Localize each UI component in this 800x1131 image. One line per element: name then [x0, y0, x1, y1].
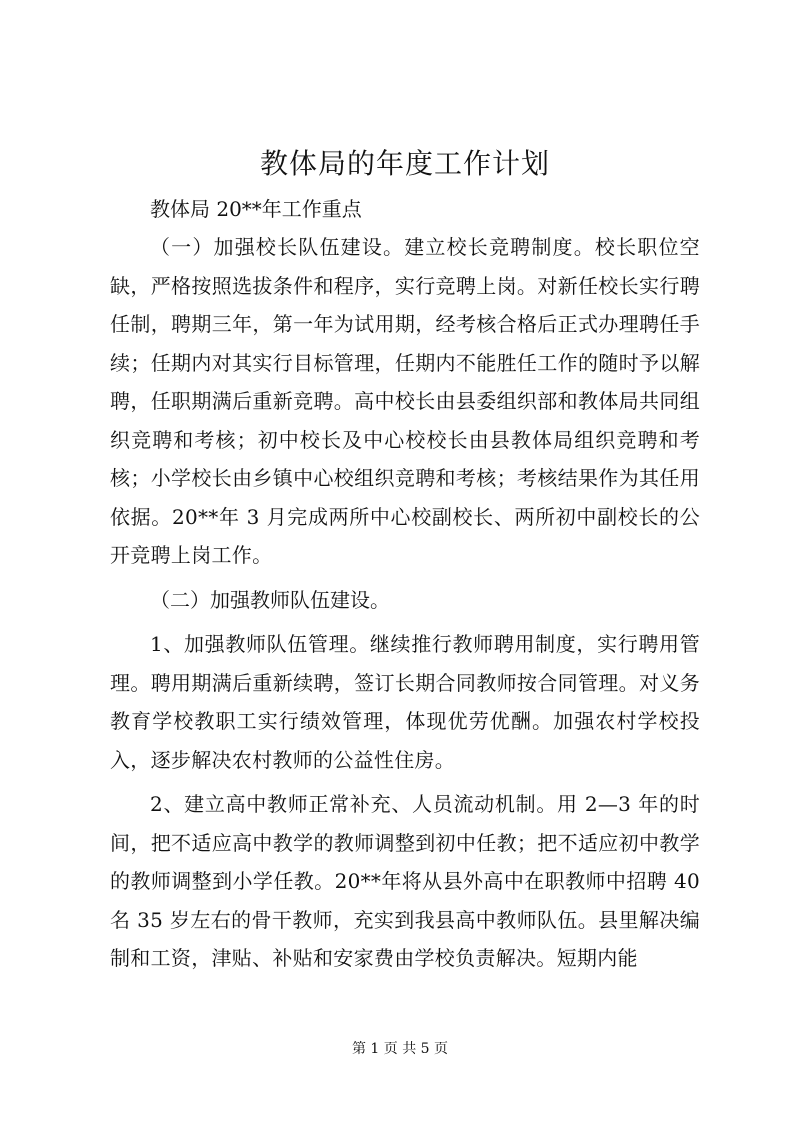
- document-title: 教体局的年度工作计划: [259, 147, 550, 180]
- paragraph-teacher-management: 1、加强教师队伍管理。继续推行教师聘用制度，实行聘用管理。聘用期满后重新续聘，签订长期合同教师按合同管理。对义务教育学校教职工实行绩效管理，体现优劳优酬。加强农村学校投入，逐步解决农村教师的公益性住房。: [110, 632, 700, 772]
- document-page: [110, 142, 700, 978]
- paragraph-principal-team: （一）加强校长队伍建设。建立校长竞聘制度。校长职位空缺，严格按照选拔条件和程序，实行竞聘上岗。对新任校长实行聘任制，聘期三年，第一年为试用期，经考核合格后正式办理聘任手续；任期内对其实行目标管理，任期内不能胜任工作的随时予以解聘，任职期满后重新竞聘。高中校长由县委组织部和教体局共同组织竞聘和考核；初中校长及中心校校长由县教体局组织竞聘和考核；小学校长由乡镇中心校组织竞聘和考核；考核结果作为其任用依据。20**年 3 月完成两所中心校副校长、两所初中副校长的公开竞聘上岗工作。: [110, 235, 700, 567]
- paragraph-teacher-supplement: 2、建立高中教师正常补充、人员流动机制。用 2—3 年的时间，把不适应高中教学的教师调整到初中任教；把不适应初中教学的教师调整到小学任教。20**年将从县外高中在职教师中招聘 40 名 35 岁左右的骨干教师，充实到我县高中教师队伍。县里解决编制和工资，津贴、补贴和安家费由学校负责解决。短期内能: [110, 792, 700, 970]
- document-subtitle: 教体局 20**年工作重点: [150, 197, 362, 221]
- page-footer: 第 1 页 共 5 页: [351, 1041, 449, 1057]
- paragraph-teacher-team-heading: （二）加强教师队伍建设。: [150, 587, 390, 612]
